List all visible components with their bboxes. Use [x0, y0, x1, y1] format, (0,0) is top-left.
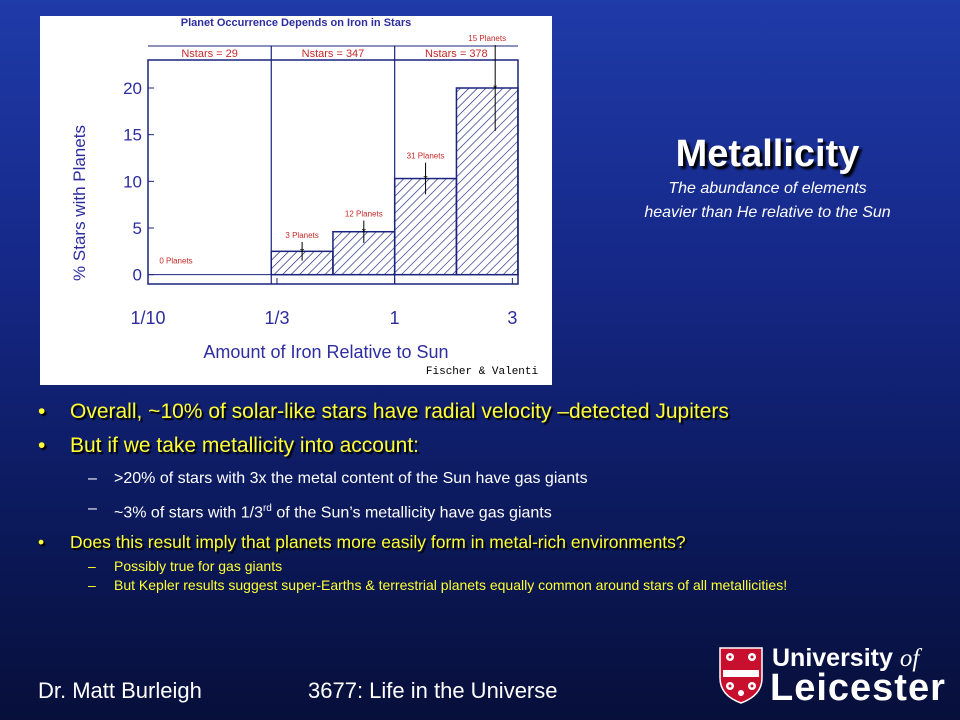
planet-occurrence-chart	[40, 16, 552, 385]
y-tick-label: 10	[123, 172, 142, 192]
bar-label: 12 Planets	[344, 209, 383, 219]
logo-of-word: of	[899, 645, 920, 672]
logo-university-word: University	[772, 644, 893, 672]
footer-course: 3677: Life in the Universe	[308, 678, 558, 703]
chart-title: Planet Occurrence Depends on Iron in Stars	[180, 17, 412, 29]
sub-bullet-gas-giants	[38, 558, 938, 574]
y-tick-label: 15	[123, 125, 142, 145]
bullet-question-text: Does this result imply that planets more easily form in metal-rich environments?	[70, 532, 686, 553]
x-tick-label: 1	[389, 308, 400, 328]
sub-bullet-20-percent	[38, 468, 938, 490]
sub-bullet-3-percent-text-end: of the Sun’s metallicity have gas giants	[271, 504, 552, 522]
data-point-marker: *	[493, 83, 498, 95]
bullet-metallicity	[38, 434, 938, 458]
y-tick-label: 0	[132, 265, 142, 285]
bullet-overall	[38, 400, 938, 424]
logo-leicester-text: Leicester	[770, 667, 946, 709]
sub-bullet-gas-giants-text: Possibly true for gas giants	[114, 558, 283, 575]
sub-bullet-kepler	[38, 577, 938, 593]
bullet-glyph: •	[38, 434, 46, 457]
bullet-glyph: •	[38, 532, 45, 553]
x-tick-label: 1/3	[264, 308, 290, 328]
y-tick-label: 5	[132, 219, 142, 238]
nstars-label: Nstars = 29	[181, 48, 238, 60]
x-axis-label: Amount of Iron Relative to Sun	[203, 342, 449, 362]
bar-label: 31 Planets	[406, 151, 445, 161]
sub-bullet-20-percent-text: >20% of stars with 3x the metal content of the Sun have gas giants	[114, 470, 588, 487]
bar-label: 15 Planets	[468, 34, 507, 44]
bullet-question	[38, 532, 938, 552]
bullet-glyph: •	[38, 400, 46, 423]
x-tick-label: 1/10	[130, 308, 166, 328]
dash-glyph: –	[88, 470, 97, 487]
dash-glyph: –	[88, 500, 97, 517]
x-tick-label: 3	[507, 308, 518, 328]
university-crest-icon	[718, 646, 764, 704]
data-point-marker: *	[423, 173, 428, 186]
sub-bullet-kepler-text: But Kepler results suggest super-Earths & terrestrial planets equally common around stars of all metallicities!	[114, 577, 788, 594]
chart-credit: Fischer & Valenti	[425, 366, 539, 378]
university-logo	[718, 644, 946, 709]
title-definition-line-1: The abundance of elements	[668, 180, 867, 197]
y-tick-label: 20	[123, 79, 142, 98]
data-point-marker: *	[299, 246, 305, 259]
chart-svg	[40, 16, 552, 385]
bar-label: 3 Planets	[285, 231, 319, 240]
dash-glyph: –	[88, 577, 96, 594]
nstars-label: Nstars = 347	[301, 48, 365, 60]
superscript-rd: rd	[262, 503, 272, 514]
slide-title: Metallicity	[675, 133, 860, 175]
footer-author: Dr. Matt Burleigh	[38, 678, 202, 703]
dash-glyph: –	[88, 558, 96, 575]
sub-bullet-3-percent	[38, 498, 938, 524]
bullet-metallicity-text: But if we take metallicity into account:	[70, 434, 419, 457]
sub-bullet-3-percent-text-start: ~3% of stars with 1/3	[114, 504, 263, 522]
bar-label: 0 Planets	[159, 256, 193, 266]
y-axis-label: % Stars with Planets	[70, 125, 89, 281]
bullet-list	[38, 400, 938, 596]
nstars-label: Nstars = 378	[425, 48, 488, 60]
bullet-overall-text: Overall, ~10% of solar-like stars have radial velocity –detected Jupiters	[70, 400, 729, 423]
bar	[456, 88, 517, 275]
title-definition-line-2: heavier than He relative to the Sun	[644, 204, 891, 221]
slide-title-block	[590, 132, 945, 224]
data-point-marker: *	[361, 226, 366, 239]
